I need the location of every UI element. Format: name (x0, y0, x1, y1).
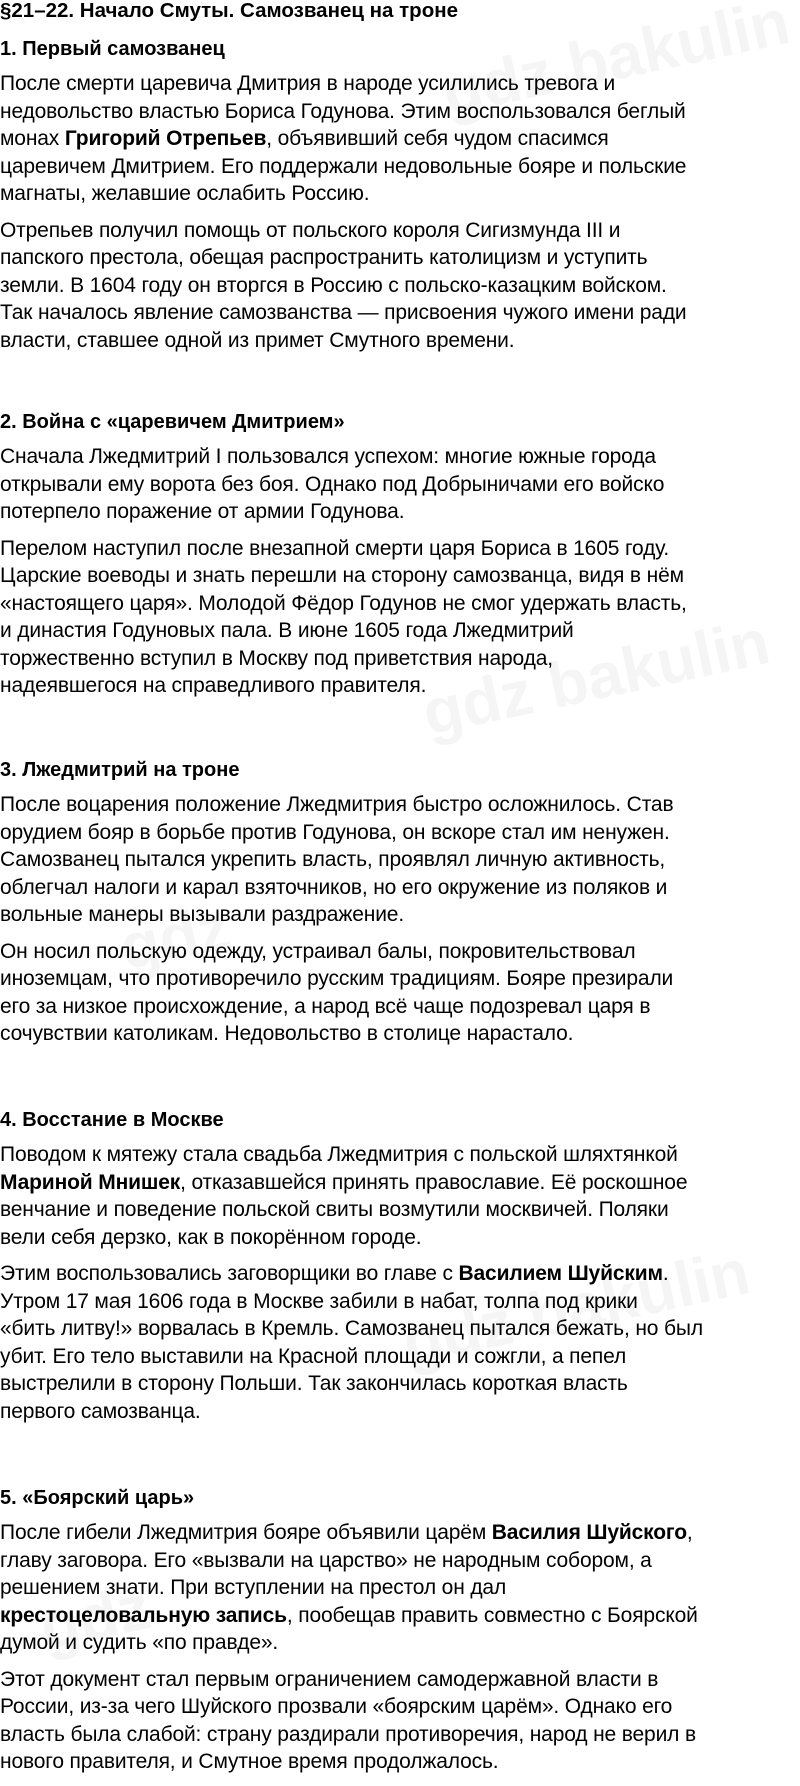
text-run: После смерти царевича Дмитрия в народе усилились тревога и (0, 72, 616, 95)
text-run: выстрелили в сторону Польши. Так закончилась короткая власть (0, 1372, 628, 1395)
section-heading: 1. Первый самозванец (0, 38, 225, 60)
text-run: России, из-за чего Шуйского прозвали «боярским царём». Однако его (0, 1695, 673, 1718)
text-run: решением знати. При вступлении на престол он дал (0, 1576, 507, 1599)
text-run: , объявивший себя чудом спасимся (266, 127, 609, 150)
section-1 (0, 37, 800, 354)
text-line (0, 672, 800, 700)
text-line (0, 819, 800, 847)
text-run: орудием бояр в борьбе против Годунова, он вскоре стал им ненужен. (0, 820, 670, 844)
section-heading: 5. «Боярский царь» (0, 1487, 195, 1509)
text-run: вели себя дерзко, как в покорённом городе. (0, 1225, 422, 1249)
paragraph (0, 217, 800, 355)
text-line (0, 327, 800, 355)
text-run: сочувствии католикам. Недовольство в столице нарастало. (0, 1022, 574, 1045)
paragraph (0, 791, 800, 929)
text-line (0, 562, 800, 590)
section-2 (0, 410, 800, 700)
text-run: иноземцам, что противоречило русским традициям. Бояре презирали (0, 967, 674, 990)
section-4 (0, 1108, 800, 1425)
text-run: Царские воеводы и знать перешли на сторону самозванца, видя в нём (0, 564, 684, 587)
text-run: вольные манеры вызывали раздражение. (0, 903, 404, 926)
text-line (0, 590, 800, 618)
text-run: земли. В 1604 году он вторгся в Россию с польско-казацким войском. (0, 273, 667, 297)
text-line (0, 791, 800, 819)
text-run: , отказавшейся принять православие. Её роскошное (180, 1170, 688, 1194)
bold-term: Мариной Мнишек (0, 1170, 181, 1194)
paragraph (0, 1519, 800, 1657)
paragraph (0, 1141, 800, 1251)
text-line (0, 1748, 800, 1776)
text-line (0, 993, 800, 1021)
text-line (0, 1629, 800, 1657)
text-run: власть была слабой: страну раздирали противоречия, народ не верил в (0, 1722, 696, 1746)
text-line (0, 299, 800, 327)
text-run: Он носил польскую одежду, устраивал балы, покровительствовал (0, 939, 636, 963)
text-run: монах (0, 127, 65, 150)
text-run: потерпело поражение от армии Годунова. (0, 500, 405, 523)
text-line (0, 1370, 800, 1398)
text-run: «настоящего царя». Молодой Фёдор Годунов не смог удержать власть, (0, 591, 687, 615)
text-run: После воцарения положение Лжедмитрия быстро осложнилось. Став (0, 793, 674, 816)
text-run: , пообещав править совместно с Боярской (286, 1603, 698, 1627)
text-line (0, 1398, 800, 1426)
paragraph (0, 70, 800, 208)
text-line (0, 617, 800, 645)
text-run: думой и судить «по правде». (0, 1631, 279, 1654)
text-run: облегчал налоги и карал взяточников, но его окружение из поляков и (0, 875, 668, 899)
text-run: власти, ставшее одной из примет Смутного времени. (0, 328, 515, 352)
text-line (0, 1666, 800, 1694)
text-line (0, 1288, 800, 1316)
text-run: венчание и поведение польской свиты возмутили москвичей. Поляки (0, 1198, 669, 1221)
text-run: папского престола, обещая распространить католицизм и уступить (0, 246, 648, 269)
text-run: Утром 17 мая 1606 года в Москве забили в набат, толпа под крики (0, 1289, 638, 1313)
text-line (0, 1141, 800, 1169)
text-line (0, 1547, 800, 1575)
paragraph (0, 1666, 800, 1776)
text-line (0, 498, 800, 526)
text-run: Перелом наступил после внезапной смерти царя Бориса в 1605 году. (0, 536, 670, 560)
text-line (0, 125, 800, 153)
text-run: «бить литву!» ворвалась в Кремль. Самозванец пытался бежать, но был (0, 1317, 703, 1340)
text-line (0, 217, 800, 245)
text-run: , (686, 1521, 693, 1544)
text-line (0, 1574, 800, 1602)
text-line (0, 1260, 800, 1288)
text-run: убит. Его тело выставили на Красной площади и сожгли, а пепел (0, 1344, 627, 1368)
text-line (0, 1315, 800, 1343)
text-line (0, 1602, 800, 1630)
text-run: открывали ему ворота без боя. Однако под Добрыничами его войско (0, 472, 665, 496)
text-line (0, 645, 800, 673)
text-line (0, 535, 800, 563)
text-line (0, 965, 800, 993)
text-line (0, 70, 800, 98)
text-line (0, 1020, 800, 1048)
text-run: . (662, 1262, 669, 1285)
text-line (0, 1721, 800, 1749)
text-run: царевичем Дмитрием. Его поддержали недовольные бояре и польские (0, 154, 687, 178)
text-line (0, 1169, 800, 1197)
text-run: Поводом к мятежу стала свадьба Лжедмитрия с польской шляхтянкой (0, 1143, 678, 1166)
text-run: главу заговора. Его «вызвали на царство» не народным собором, а (0, 1548, 652, 1572)
page-title: §21–22. Начало Смуты. Самозванец на троне (0, 0, 459, 22)
text-run: магнаты, желавшие ослабить Россию. (0, 182, 370, 205)
text-run: надеявшегося на справедливого правителя. (0, 674, 427, 697)
paragraph (0, 443, 800, 526)
paragraph (0, 535, 800, 700)
paragraph (0, 1260, 800, 1425)
text-run: Самозванец пытался укрепить власть, проявлял личную активность, (0, 848, 666, 871)
text-line (0, 1519, 800, 1547)
text-line (0, 846, 800, 874)
text-line (0, 901, 800, 929)
text-line (0, 180, 800, 208)
text-run: Этим воспользовались заговорщики во главе с (0, 1262, 459, 1285)
bold-term: Василием Шуйским (458, 1262, 663, 1285)
bold-term: Василия Шуйского (491, 1521, 687, 1544)
text-line (0, 1343, 800, 1371)
text-run: Так началось явление самозванства — присвоения чужого имени ради (0, 301, 687, 324)
section-heading: 2. Война с «царевичем Дмитрием» (0, 411, 345, 433)
text-run: Отрепьев получил помощь от польского короля Сигизмунда III и (0, 218, 621, 242)
text-line (0, 1224, 800, 1252)
text-run: и династия Годуновых пала. В июне 1605 года Лжедмитрий (0, 619, 574, 642)
section-heading: 4. Восстание в Москве (0, 1109, 224, 1131)
text-line (0, 938, 800, 966)
text-line (0, 272, 800, 300)
section-heading: 3. Лжедмитрий на троне (0, 759, 240, 781)
text-line (0, 1693, 800, 1721)
paragraph (0, 938, 800, 1048)
bold-term: Григорий Отрепьев (64, 127, 267, 150)
text-line (0, 98, 800, 126)
text-line (0, 874, 800, 902)
text-run: торжественно вступил в Москву под приветствия народа, (0, 646, 553, 670)
text-line (0, 244, 800, 272)
bold-term: крестоцеловальную запись (0, 1603, 287, 1627)
section-5 (0, 1486, 800, 1776)
text-run: недовольство властью Бориса Годунова. Этим воспользовался беглый (0, 99, 686, 123)
text-run: Этот документ стал первым ограничением самодержавной власти в (0, 1667, 659, 1691)
section-3 (0, 758, 800, 1048)
text-line (0, 153, 800, 181)
text-line (0, 471, 800, 499)
text-line (0, 443, 800, 471)
text-line (0, 1196, 800, 1224)
text-run: первого самозванца. (0, 1399, 201, 1423)
text-run: его за низкое происхождение, а народ всё чаще подозревал царя в (0, 994, 651, 1018)
text-run: нового правителя, и Смутное время продолжалось. (0, 1750, 499, 1773)
text-run: После гибели Лжедмитрия бояре объявили царём (0, 1521, 492, 1544)
text-run: Сначала Лжедмитрий I пользовался успехом: многие южные города (0, 445, 656, 468)
